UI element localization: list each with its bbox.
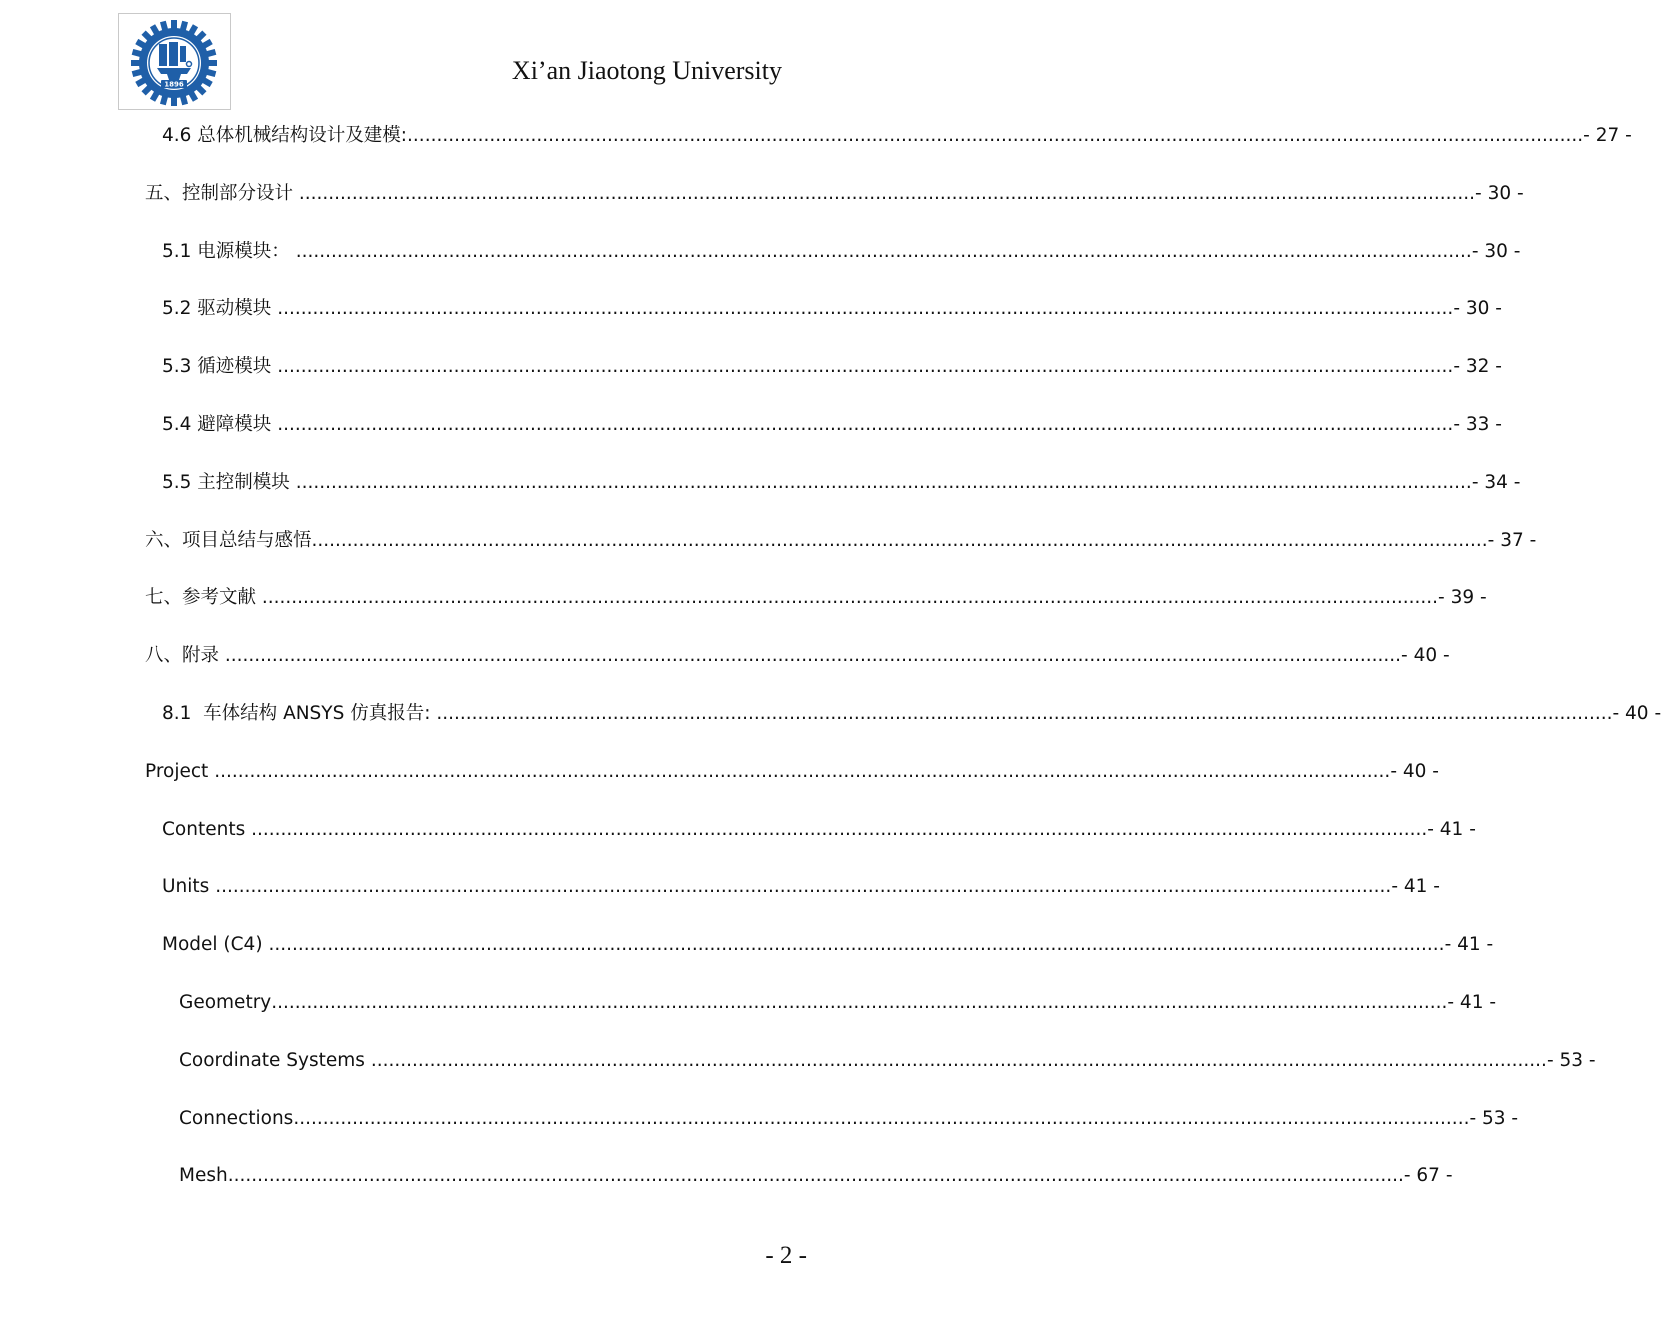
toc-leader-dots: ........................................................................................................................................................................................................: [277, 356, 1454, 378]
toc-entry-title: 5.1 电源模块：: [162, 240, 296, 262]
toc-entry[interactable]: [162, 354, 1502, 380]
toc-entry-title: Coordinate Systems: [179, 1049, 371, 1071]
toc-leader-dots: ........................................................................................................................................................................................................: [407, 125, 1584, 146]
toc-leader-dots: ........................................................................................................................................................................................................: [224, 645, 1402, 667]
toc-entry-page: - 40 -: [1390, 760, 1439, 782]
toc-entry[interactable]: [162, 239, 1521, 265]
toc-leader-dots: ........................................................................................................................................................................................................: [295, 240, 1472, 262]
toc-entry[interactable]: [162, 123, 1632, 149]
toc-leader-dots: ........................................................................................................................................................................................................: [214, 760, 1391, 782]
toc-entry-page: - 30 -: [1453, 298, 1502, 320]
toc-entry[interactable]: [162, 932, 1494, 958]
toc-entry-page: - 32 -: [1453, 356, 1502, 378]
toc-entry[interactable]: [145, 528, 1537, 554]
toc-leader-dots: ........................................................................................................................................................................................................: [277, 298, 1454, 320]
toc-entry-title: Connections: [179, 1107, 294, 1129]
toc-entry-page: - 39 -: [1438, 587, 1487, 609]
toc-entry-page: - 40 -: [1612, 703, 1661, 724]
toc-leader-dots: ........................................................................................................................................................................................................: [227, 1165, 1404, 1187]
toc-entry-title: 六、项目总结与感悟: [145, 529, 312, 551]
toc-entry-title: Geometry: [179, 992, 272, 1013]
toc-entry[interactable]: [162, 470, 1521, 496]
toc-leader-dots: ........................................................................................................................................................................................................: [261, 587, 1439, 609]
toc-entry[interactable]: [179, 1048, 1596, 1074]
toc-leader-dots: ........................................................................................................................................................................................................: [298, 182, 1476, 204]
toc-entry[interactable]: [145, 643, 1450, 669]
toc-entry-page: - 41 -: [1391, 876, 1440, 898]
toc-entry-title: 5.2 驱动模块: [162, 298, 278, 320]
toc-entry-page: - 34 -: [1471, 471, 1521, 493]
toc-entry[interactable]: [179, 1163, 1453, 1189]
toc-entry-title: Units: [162, 876, 216, 898]
toc-entry-page: - 53 -: [1546, 1049, 1596, 1071]
toc-entry-page: - 40 -: [1401, 645, 1450, 667]
page-number: - 2 -: [765, 1242, 807, 1269]
toc-entry-title: 8.1 车体结构 ANSYS 仿真报告:: [162, 703, 437, 724]
university-logo: [118, 13, 231, 110]
toc-entry[interactable]: [145, 585, 1487, 611]
toc-entry-page: - 41 -: [1444, 934, 1494, 956]
toc-leader-dots: ........................................................................................................................................................................................................: [277, 414, 1454, 435]
toc-leader-dots: ........................................................................................................................................................................................................: [370, 1049, 1547, 1071]
university-name: Xi’an Jiaotong University: [511, 56, 782, 85]
toc-entry-title: 5.5 主控制模块: [162, 471, 296, 493]
toc-leader-dots: ........................................................................................................................................................................................................: [215, 876, 1392, 898]
toc-entry[interactable]: [145, 759, 1439, 785]
toc-entry-title: 5.4 避障模块: [162, 414, 278, 435]
toc-leader-dots: ........................................................................................................................................................................................................: [436, 703, 1613, 724]
toc-entry[interactable]: [179, 1106, 1519, 1132]
toc-entry-page: - 30 -: [1475, 182, 1524, 204]
toc-entry[interactable]: [145, 181, 1524, 207]
toc-entry-page: - 41 -: [1427, 818, 1476, 840]
toc-entry-page: - 30 -: [1471, 240, 1521, 262]
toc-leader-dots: ........................................................................................................................................................................................................: [311, 529, 1488, 551]
toc-entry[interactable]: [179, 990, 1497, 1016]
toc-entry-page: - 41 -: [1447, 992, 1497, 1013]
toc-entry-title: 5.3 循迹模块: [162, 356, 278, 378]
university-seal-icon: [131, 20, 217, 106]
toc-entry[interactable]: [162, 874, 1440, 900]
toc-entry-page: - 27 -: [1583, 125, 1632, 146]
toc-entry-page: - 33 -: [1453, 414, 1502, 435]
toc-leader-dots: ........................................................................................................................................................................................................: [251, 818, 1428, 840]
toc-leader-dots: ........................................................................................................................................................................................................: [268, 934, 1445, 956]
toc-entry[interactable]: [162, 817, 1476, 843]
logo-year: 1896: [164, 80, 184, 89]
toc-entry-page: - 37 -: [1487, 529, 1537, 551]
toc-entry-title: Model (C4): [162, 934, 269, 956]
toc-entry-title: Mesh: [179, 1165, 228, 1187]
toc-entry[interactable]: [162, 296, 1502, 322]
toc-entry[interactable]: [162, 412, 1502, 438]
toc-leader-dots: ........................................................................................................................................................................................................: [293, 1107, 1470, 1129]
toc-entry-title: Project: [145, 760, 215, 782]
toc-entry-page: - 53 -: [1469, 1107, 1519, 1129]
toc-entry[interactable]: [162, 701, 1661, 727]
toc-entry-title: 4.6 总体机械结构设计及建模:: [162, 125, 408, 146]
toc-entry-title: 五、控制部分设计: [145, 182, 299, 204]
toc-entry-title: Contents: [162, 818, 252, 840]
toc-entry-title: 七、参考文献: [145, 587, 262, 609]
toc-entry-title: 八、附录: [145, 645, 225, 667]
toc-leader-dots: ........................................................................................................................................................................................................: [295, 471, 1472, 493]
toc-leader-dots: ........................................................................................................................................................................................................: [271, 992, 1448, 1013]
toc-entry-page: - 67 -: [1403, 1165, 1453, 1187]
